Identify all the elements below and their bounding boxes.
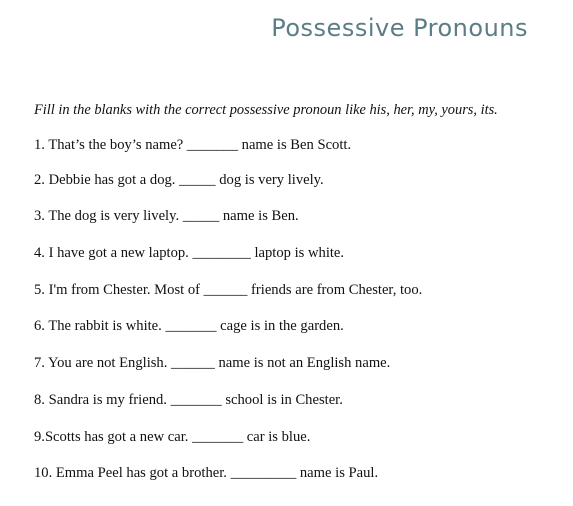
question-9: 9.Scotts has got a new car. _______ car is blue. [34,429,311,445]
question-6: 6. The rabbit is white. _______ cage is in the garden. [34,318,344,334]
question-10: 10. Emma Peel has got a brother. _________ name is Paul. [34,465,379,481]
question-4: 4. I have got a new laptop. ________ laptop is white. [34,245,345,261]
question-2: 2. Debbie has got a dog. _____ dog is very lively. [34,172,324,188]
worksheet-title: Possessive Pronouns [271,14,528,42]
instructions-text: Fill in the blanks with the correct possessive pronoun like his, her, my, yours, its. [34,102,498,118]
question-8: 8. Sandra is my friend. _______ school is in Chester. [34,392,343,408]
question-1: 1. That’s the boy’s name? _______ name is Ben Scott. [34,137,352,153]
question-5: 5. I'm from Chester. Most of ______ friends are from Chester, too. [34,282,423,298]
question-3: 3. The dog is very lively. _____ name is Ben. [34,208,299,224]
question-7: 7. You are not English. ______ name is not an English name. [34,355,391,371]
